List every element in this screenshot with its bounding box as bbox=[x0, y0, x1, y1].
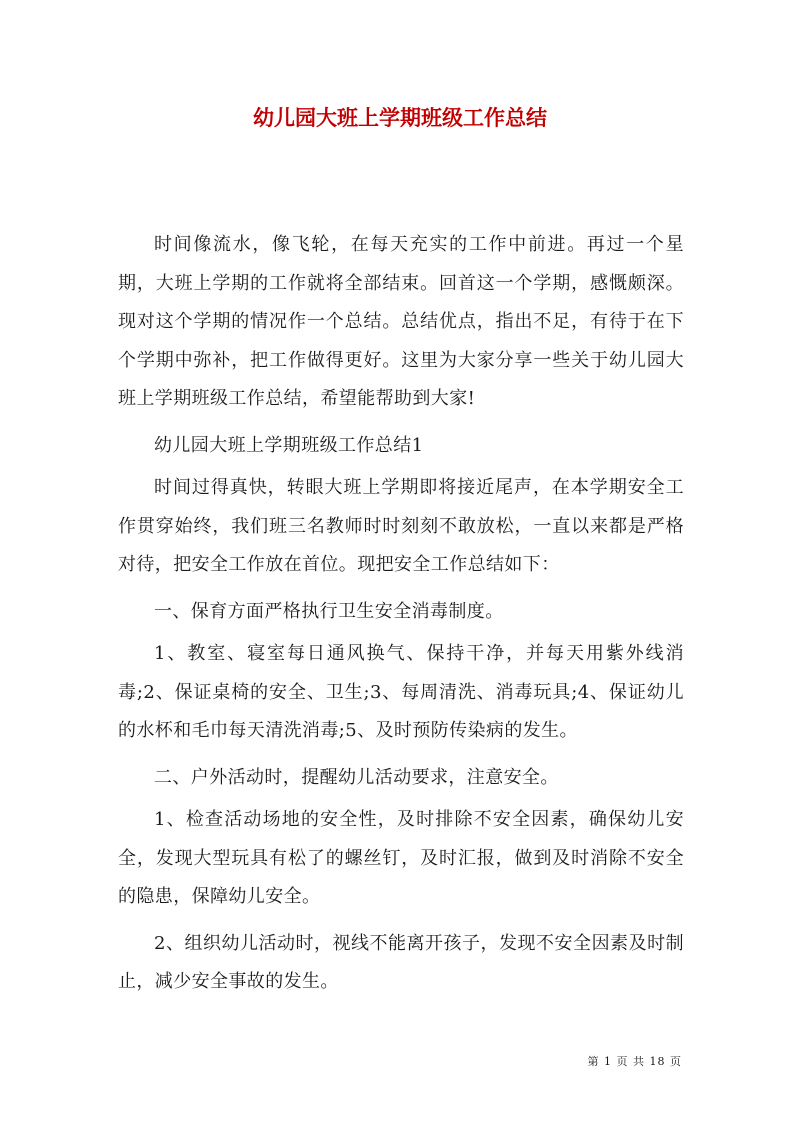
body-paragraph: 2、组织幼儿活动时，视线不能离开孩子，发现不安全因素及时制止，减少安全事故的发生。 bbox=[118, 932, 684, 992]
body-paragraph: 1、检查活动场地的安全性，及时排除不安全因素，确保幼儿安全，发现大型玩具有松了的螺丝钉，及时汇报，做到及时消除不安全的隐患，保障幼儿安全。 bbox=[118, 809, 684, 907]
document-body bbox=[118, 226, 684, 1010]
document-title: 幼儿园大班上学期班级工作总结 bbox=[253, 105, 547, 130]
subsection-heading: 一、保育方面严格执行卫生安全消毒制度。 bbox=[154, 600, 504, 622]
section-heading: 幼儿园大班上学期班级工作总结1 bbox=[154, 434, 424, 456]
body-paragraph: 时间过得真快，转眼大班上学期即将接近尾声，在本学期安全工作贯穿始终，我们班三名教师时时刻刻不敢放松，一直以来都是严格对待，把安全工作放在首位。现把安全工作总结如下： bbox=[118, 477, 684, 575]
body-paragraph: 1、教室、寝室每日通风换气、保持干净，并每天用紫外线消毒;2、保证桌椅的安全、卫生;3、每周清洗、消毒玩具;4、保证幼儿的水杯和毛巾每天清洗消毒;5、及时预防传染病的发生。 bbox=[118, 643, 684, 741]
subsection-heading: 二、户外活动时，提醒幼儿活动要求，注意安全。 bbox=[154, 766, 559, 788]
page-number: 第 1 页 共 18 页 bbox=[587, 1055, 682, 1068]
intro-paragraph: 时间像流水，像飞轮，在每天充实的工作中前进。再过一个星期，大班上学期的工作就将全部结束。回首这一个学期，感慨颇深。现对这个学期的情况作一个总结。总结优点，指出不足，有待于在下个学期中弥补，把工作做得更好。这里为大家分享一些关于幼儿园大班上学期班级工作总结，希望能帮助到大家! bbox=[118, 234, 684, 409]
